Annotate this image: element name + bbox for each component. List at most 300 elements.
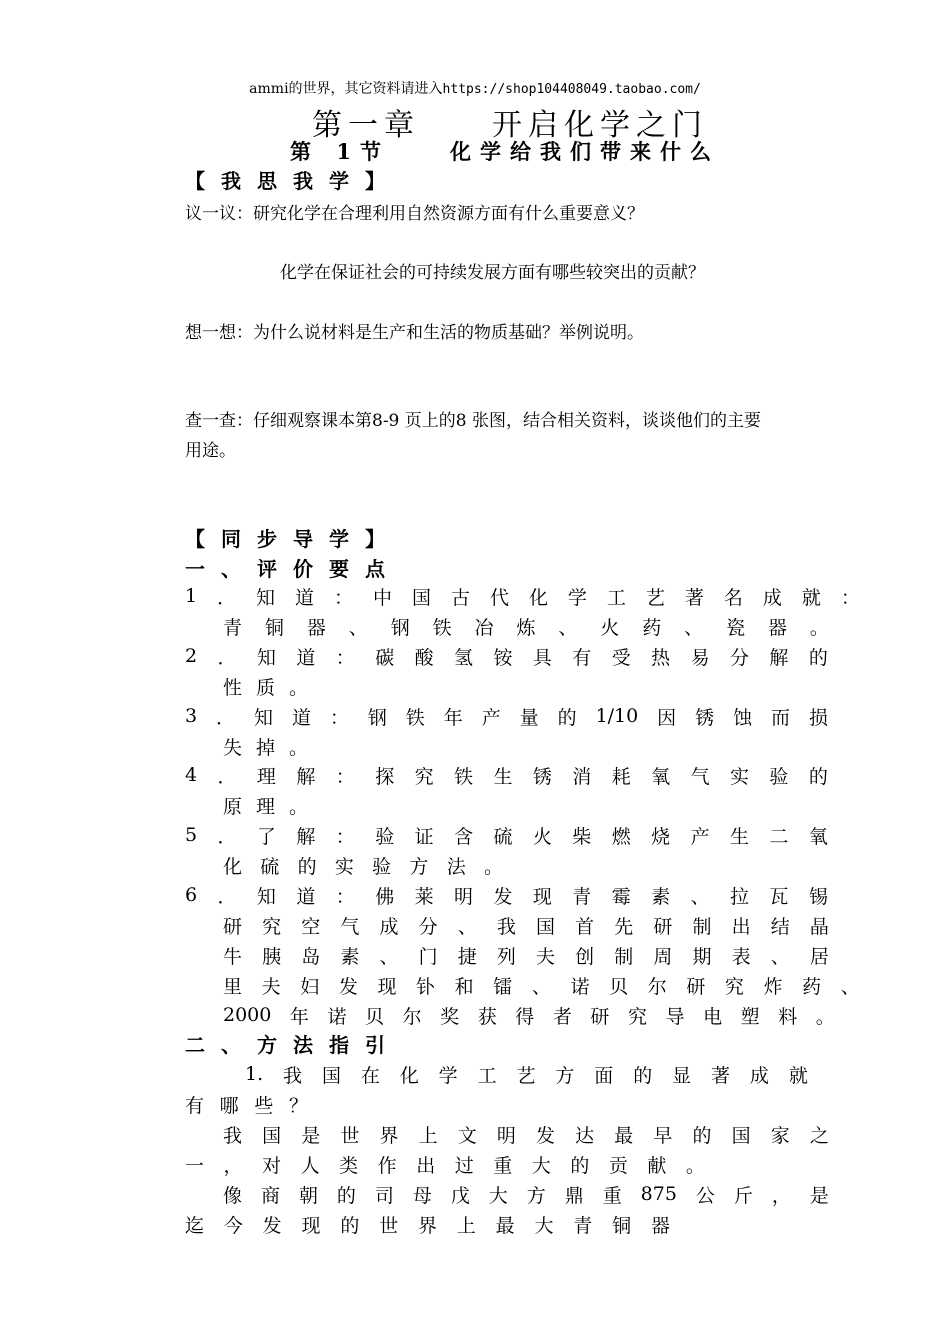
text-token: 今 (223, 1214, 243, 1237)
text-token: 、 (348, 616, 368, 639)
text-token: 究 (627, 1005, 647, 1028)
text-token: 现 (532, 885, 552, 908)
text-token: 著 (684, 586, 704, 609)
text-token: 气 (340, 915, 360, 938)
text-token: 我 (223, 1124, 243, 1147)
text-token: 公 (695, 1184, 715, 1207)
text-token: 上 (456, 1214, 476, 1237)
text-token: 化 (223, 855, 243, 878)
text-token: 霉 (611, 885, 631, 908)
text-token: 。 (288, 736, 308, 759)
text-token: ： (840, 586, 860, 609)
text-token: 界 (417, 1214, 437, 1237)
text-token: 因 (657, 706, 677, 729)
text-token: 青 (572, 885, 592, 908)
text-token: 塑 (740, 1005, 760, 1028)
point-line (185, 581, 860, 611)
text-token: ， (223, 1154, 243, 1177)
text-token: 究 (724, 975, 744, 998)
section-title: 第 1节 化学给我们带来什么 (290, 139, 720, 164)
text-token: 周 (653, 945, 673, 968)
text-token: 明 (496, 1124, 516, 1147)
text-token: 大 (531, 1154, 551, 1177)
text-token: 制 (614, 945, 634, 968)
text-token: 像 (223, 1184, 243, 1207)
text-token: 者 (552, 1005, 572, 1028)
text-token: 诺 (570, 975, 590, 998)
text-token: ？ (288, 1094, 308, 1117)
text-token: ： (329, 706, 349, 729)
text-token: 铜 (264, 616, 284, 639)
text-token: 瓦 (769, 885, 789, 908)
point-line (185, 701, 828, 731)
text-token: 、 (684, 616, 704, 639)
text-token: 发 (536, 1124, 556, 1147)
point-line (185, 760, 828, 790)
question-think: 想一想：为什么说材料是生产和生活的物质基础？举例说明。 (185, 323, 644, 343)
text-token: 迄 (185, 1214, 205, 1237)
text-token: 代 (489, 586, 509, 609)
text-token: 是 (809, 1184, 829, 1207)
text-token: 的 (570, 1154, 590, 1177)
text-token: 锈 (695, 706, 715, 729)
text-token: 锡 (808, 885, 828, 908)
heading-think: 【我思我学】 (185, 169, 401, 193)
text-token: 有 (185, 1094, 205, 1117)
text-token: 1. (245, 1063, 264, 1085)
text-token: 成 (762, 586, 782, 609)
text-token: 分 (418, 915, 438, 938)
text-token: 佛 (375, 885, 395, 908)
text-token: 器 (306, 616, 326, 639)
text-token: 出 (416, 1154, 436, 1177)
text-token: 研 (686, 975, 706, 998)
text-token: 验 (769, 765, 789, 788)
text-token: 鼎 (564, 1184, 584, 1207)
text-token: 6 (185, 884, 198, 906)
text-token: 我 (283, 1064, 303, 1087)
text-token: 钢 (367, 706, 387, 729)
text-token: 量 (519, 706, 539, 729)
text-token: ， (771, 1184, 791, 1207)
text-token: 是 (301, 1124, 321, 1147)
text-token: 对 (262, 1154, 282, 1177)
text-token: 、 (457, 915, 477, 938)
text-token: 尔 (647, 975, 667, 998)
text-token: 冶 (474, 616, 494, 639)
question-lookup-cont: 用途。 (185, 441, 236, 461)
text-token: 消 (572, 765, 592, 788)
point-line (223, 1000, 835, 1030)
page-header (0, 78, 950, 98)
text-token: 铵 (493, 646, 513, 669)
text-token: 知 (256, 885, 276, 908)
method-line (245, 1059, 808, 1089)
text-token: 、 (531, 975, 551, 998)
text-token: ： (335, 765, 355, 788)
text-token: 重 (602, 1184, 622, 1207)
text-token: 燃 (611, 825, 631, 848)
text-token: 就 (801, 586, 821, 609)
text-token: 拉 (729, 885, 749, 908)
text-token: 的 (340, 1214, 360, 1237)
point-line (185, 820, 828, 850)
text-token: 母 (412, 1184, 432, 1207)
text-token: 得 (515, 1005, 535, 1028)
text-token: 知 (253, 706, 273, 729)
text-token: 验 (375, 825, 395, 848)
text-token: 了 (256, 825, 276, 848)
point-line (223, 910, 829, 940)
text-token: 分 (729, 646, 749, 669)
text-token: 热 (651, 646, 671, 669)
point-line (223, 940, 829, 970)
text-token: 解 (296, 825, 316, 848)
text-token: 硫 (260, 855, 280, 878)
text-token: 药 (642, 616, 662, 639)
text-token: 钢 (390, 616, 410, 639)
text-token: 现 (377, 975, 397, 998)
text-token: 艺 (645, 586, 665, 609)
question-discuss: 议一议：研究化学在合理利用自然资源方面有什么重要意义？ (185, 204, 644, 224)
text-token: 夫 (261, 975, 281, 998)
text-token: 世 (379, 1214, 399, 1237)
text-token: 作 (377, 1154, 397, 1177)
text-token: 方 (555, 1064, 575, 1087)
text-token: 易 (690, 646, 710, 669)
point-line (223, 611, 829, 641)
text-token: 创 (575, 945, 595, 968)
text-token: 司 (374, 1184, 394, 1207)
text-token: 、 (770, 945, 790, 968)
text-token: 的 (692, 1124, 712, 1147)
text-token: 工 (477, 1064, 497, 1087)
text-token: 哪 (219, 1094, 239, 1117)
text-token: 2000 (223, 1004, 272, 1026)
text-token: 受 (611, 646, 631, 669)
text-token: 钋 (416, 975, 436, 998)
text-token: 具 (532, 646, 552, 669)
text-token: 证 (414, 825, 434, 848)
text-token: 铜 (612, 1214, 632, 1237)
text-token: 先 (614, 915, 634, 938)
text-token: ： (335, 825, 355, 848)
text-token: 就 (788, 1064, 808, 1087)
text-token: 素 (340, 945, 360, 968)
text-token: 道 (295, 586, 315, 609)
text-token: 铁 (405, 706, 425, 729)
text-token: 朝 (298, 1184, 318, 1207)
text-token: 解 (769, 646, 789, 669)
text-token: 著 (711, 1064, 731, 1087)
text-token: 显 (672, 1064, 692, 1087)
text-token: 类 (339, 1154, 359, 1177)
text-token: 工 (606, 586, 626, 609)
text-token: 些 (254, 1094, 274, 1117)
text-token: 硫 (493, 825, 513, 848)
text-token: 的 (557, 706, 577, 729)
text-token: 上 (418, 1124, 438, 1147)
text-token: 国 (536, 915, 556, 938)
text-token: 空 (301, 915, 321, 938)
text-token: 道 (296, 885, 316, 908)
text-token: 生 (493, 765, 513, 788)
text-token: 火 (600, 616, 620, 639)
text-token: 人 (300, 1154, 320, 1177)
text-token: 和 (454, 975, 474, 998)
text-token: 酸 (414, 646, 434, 669)
text-token: 学 (567, 586, 587, 609)
text-token: 。 (483, 855, 503, 878)
text-token: 国 (731, 1124, 751, 1147)
text-token: 火 (532, 825, 552, 848)
text-token: 理 (255, 795, 275, 818)
text-token: 最 (614, 1124, 634, 1147)
text-token: 贝 (365, 1005, 385, 1028)
text-token: 献 (647, 1154, 667, 1177)
header-url[interactable]: https://shop104408049.taobao.com/ (442, 82, 701, 97)
text-token: 文 (457, 1124, 477, 1147)
text-token: 原 (223, 795, 243, 818)
method-line (185, 1209, 670, 1239)
text-token: 出 (731, 915, 751, 938)
text-token: 道 (291, 706, 311, 729)
text-token: 成 (749, 1064, 769, 1087)
text-token: 碳 (375, 646, 395, 669)
text-token: 面 (594, 1064, 614, 1087)
text-token: 之 (809, 1124, 829, 1147)
text-token: 最 (495, 1214, 515, 1237)
text-token: 的 (336, 1184, 356, 1207)
text-token: 化 (528, 586, 548, 609)
text-token: 成 (379, 915, 399, 938)
text-token: 表 (731, 945, 751, 968)
text-token: 含 (454, 825, 474, 848)
text-token: 斤 (733, 1184, 753, 1207)
point-line (223, 970, 860, 1000)
heading-guide: 【同步导学】 (185, 527, 401, 551)
text-token: 柴 (572, 825, 592, 848)
point-line (223, 850, 503, 880)
text-token: 在 (360, 1064, 380, 1087)
text-token: 中 (373, 586, 393, 609)
text-token: 知 (256, 646, 276, 669)
text-token: 一 (185, 1154, 205, 1177)
text-token: 青 (573, 1214, 593, 1237)
text-token: 研 (223, 915, 243, 938)
text-token: 性 (223, 676, 243, 699)
text-token: 5 (185, 824, 198, 846)
text-token: 制 (692, 915, 712, 938)
text-token: 生 (729, 825, 749, 848)
text-token: 里 (223, 975, 243, 998)
text-token: 2 (185, 645, 198, 667)
text-token: 探 (375, 765, 395, 788)
text-token: 化 (399, 1064, 419, 1087)
text-token: 。 (685, 1154, 705, 1177)
text-token: 验 (372, 855, 392, 878)
text-token: 法 (446, 855, 466, 878)
text-token: 气 (690, 765, 710, 788)
method-line (185, 1149, 705, 1179)
text-token: 耗 (611, 765, 631, 788)
text-token: 究 (262, 915, 282, 938)
text-token: 研 (653, 915, 673, 938)
method-line (185, 1089, 308, 1119)
text-token: 发 (493, 885, 513, 908)
text-token: 而 (771, 706, 791, 729)
text-token: 过 (454, 1154, 474, 1177)
text-token: 失 (223, 736, 243, 759)
text-token: 烧 (651, 825, 671, 848)
text-token: 研 (590, 1005, 610, 1028)
text-token: ． (217, 885, 237, 908)
text-token: 国 (321, 1064, 341, 1087)
text-token: 铁 (432, 616, 452, 639)
method-line (223, 1119, 829, 1149)
text-token: 艺 (516, 1064, 536, 1087)
text-token: 发 (338, 975, 358, 998)
header-text: ammi的世界，其它资料请进入 (249, 81, 443, 97)
text-token: 结 (770, 915, 790, 938)
text-token: 。 (288, 676, 308, 699)
text-token: 尔 (402, 1005, 422, 1028)
text-token: 国 (262, 1124, 282, 1147)
text-token: 损 (808, 706, 828, 729)
text-token: 。 (815, 1005, 835, 1028)
text-token: 3 (185, 705, 198, 727)
text-token: 妇 (300, 975, 320, 998)
text-token: 商 (260, 1184, 280, 1207)
text-token: 青 (223, 616, 243, 639)
text-token: 牛 (223, 945, 243, 968)
question-contribution: 化学在保证社会的可持续发展方面有哪些较突出的贡献？ (280, 263, 705, 283)
text-token: 名 (723, 586, 743, 609)
point-line (185, 880, 828, 910)
text-token: 的 (808, 765, 828, 788)
text-token: 达 (575, 1124, 595, 1147)
text-token: 。 (809, 616, 829, 639)
question-lookup: 查一查：仔细观察课本第8-9 页上的8 张图，结合相关资料，谈谈他们的主要 (185, 411, 761, 431)
heading-method-guide: 二、方法指引 (185, 1033, 401, 1057)
text-token: 电 (703, 1005, 723, 1028)
text-token: 重 (493, 1154, 513, 1177)
text-token: 国 (411, 586, 431, 609)
text-token: 学 (438, 1064, 458, 1087)
text-token: 捷 (457, 945, 477, 968)
text-token: 的 (808, 646, 828, 669)
text-token: 4 (185, 764, 198, 786)
text-token: 贝 (609, 975, 629, 998)
text-token: 我 (496, 915, 516, 938)
text-token: 大 (488, 1184, 508, 1207)
chapter-title: 第一章 开启化学之门 (312, 108, 708, 143)
text-token: 素 (651, 885, 671, 908)
text-token: 质 (255, 676, 275, 699)
text-token: 奖 (440, 1005, 460, 1028)
text-token: 解 (296, 765, 316, 788)
text-token: 夫 (536, 945, 556, 968)
text-token: 掉 (255, 736, 275, 759)
text-token: 产 (481, 706, 501, 729)
point-line (223, 731, 308, 761)
text-token: 蚀 (733, 706, 753, 729)
text-token: 现 (301, 1214, 321, 1237)
text-token: ： (335, 885, 355, 908)
text-token: 发 (262, 1214, 282, 1237)
point-line (223, 790, 308, 820)
text-token: 有 (572, 646, 592, 669)
heading-evaluation-points: 一、评价要点 (185, 557, 401, 581)
text-token: 实 (729, 765, 749, 788)
text-token: 胰 (262, 945, 282, 968)
text-token: 首 (575, 915, 595, 938)
text-token: 理 (256, 765, 276, 788)
text-token: 氢 (454, 646, 474, 669)
text-token: 炸 (763, 975, 783, 998)
text-token: 1 (185, 585, 198, 607)
text-token: 明 (454, 885, 474, 908)
text-token: 方 (409, 855, 429, 878)
text-token: 世 (340, 1124, 360, 1147)
text-token: 居 (809, 945, 829, 968)
text-token: 料 (778, 1005, 798, 1028)
text-token: 早 (653, 1124, 673, 1147)
text-token: 实 (334, 855, 354, 878)
text-token: 、 (690, 885, 710, 908)
method-line (223, 1179, 829, 1209)
text-token: 875 (640, 1183, 677, 1205)
text-token: 年 (289, 1005, 309, 1028)
text-token: ． (216, 706, 236, 729)
text-token: 器 (767, 616, 787, 639)
text-token: ． (217, 825, 237, 848)
text-token: ： (334, 586, 354, 609)
text-token: 药 (802, 975, 822, 998)
point-line (223, 671, 308, 701)
text-token: 产 (690, 825, 710, 848)
text-token: 氧 (651, 765, 671, 788)
text-token: 导 (665, 1005, 685, 1028)
text-token: ． (217, 646, 237, 669)
text-token: 铁 (454, 765, 474, 788)
text-token: 。 (288, 795, 308, 818)
text-token: 瓷 (726, 616, 746, 639)
text-token: 道 (296, 646, 316, 669)
text-token: ． (217, 586, 237, 609)
text-token: 的 (297, 855, 317, 878)
text-token: 氧 (808, 825, 828, 848)
text-token: 岛 (301, 945, 321, 968)
text-token: 的 (633, 1064, 653, 1087)
text-token: 、 (379, 945, 399, 968)
text-token: 诺 (327, 1005, 347, 1028)
text-token: 列 (496, 945, 516, 968)
point-line (185, 641, 828, 671)
text-token: 究 (414, 765, 434, 788)
text-token: 方 (526, 1184, 546, 1207)
text-token: 获 (477, 1005, 497, 1028)
text-token: 家 (770, 1124, 790, 1147)
text-token: 戊 (450, 1184, 470, 1207)
text-token: 、 (558, 616, 578, 639)
text-token: 大 (534, 1214, 554, 1237)
text-token: 1/10 (595, 705, 639, 727)
text-token: 器 (650, 1214, 670, 1237)
text-token: 炼 (516, 616, 536, 639)
text-token: 锈 (532, 765, 552, 788)
text-token: 期 (692, 945, 712, 968)
